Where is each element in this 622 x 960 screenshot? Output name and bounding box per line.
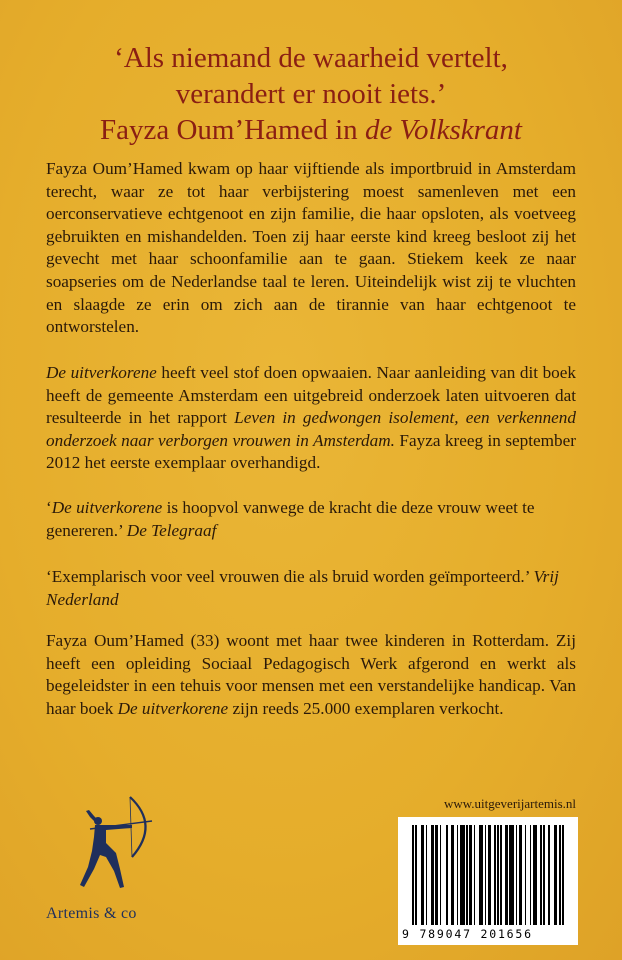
review-telegraaf — [46, 497, 576, 542]
review-text: is hoopvol vanwege de kracht die deze vrouw weet te genereren.’ — [46, 498, 535, 540]
archer-icon — [60, 795, 170, 895]
barcode-bar — [564, 825, 566, 925]
synopsis-paragraph — [46, 158, 576, 339]
isbn-number: 9 789047 201656 — [402, 927, 533, 941]
cover-quote — [0, 40, 622, 148]
review-source: Vrij Nederland — [46, 567, 559, 609]
attribution-author: Fayza Oum’Hamed in — [99, 114, 365, 146]
quote-line-1: ‘Als niemand de waarheid vertelt, — [114, 42, 508, 74]
review-text: ‘Exemplarisch voor veel vrouwen die als bruid worden geïmporteerd.’ — [46, 567, 534, 586]
author-bio — [46, 630, 576, 720]
impact-text-1: heeft veel stof doen opwaaien. Naar aanleiding van dit boek heeft de gemeente Amsterdam een uitgebreid onderzoek laten uitvoeren dat resulteerde in het rapport — [46, 363, 576, 428]
quote-attribution — [0, 112, 622, 148]
bio-text-2: zijn reeds 25.000 exemplaren verkocht. — [228, 698, 504, 718]
synopsis-text: Fayza Oum’Hamed kwam op haar vijftiende als importbruid in Amsterdam terecht, waar ze tot haar verbijstering moest samenleven met een oerconservatieve echtgenoot en zijn familie, die haar opsloten, als voetveeg gebruikten en mishandelden. Toen zij haar eerste kind kreeg besloot zij het gevecht met haar schoonfamilie aan te gaan. Stiekem keek ze naar soapseries om de Nederlandse taal te leren. Uiteindelijk wist zij te vluchten en slaagde ze erin om zich aan de tirannie van haar echtgenoot te ontworstelen. — [46, 159, 576, 337]
bio-text-1: Fayza Oum’Hamed (33) woont met haar twee kinderen in Rotterdam. Zij heeft een opleiding Sociaal Pedagogisch Werk afgerond en werkt als begeleidster in een tehuis voor mensen met een verstandelijke handicap. Van haar boek — [46, 631, 576, 718]
attribution-source: de Volkskrant — [364, 114, 522, 146]
quote-line-2: verandert er nooit iets.’ — [175, 78, 447, 110]
publisher-website: www.uitgeverijartemis.nl — [443, 796, 576, 811]
barcode-bars — [412, 825, 568, 925]
isbn-barcode — [398, 817, 578, 945]
review-source: De Telegraaf — [126, 520, 217, 540]
book-title: De uitverkorene — [46, 363, 157, 382]
impact-text-2: Fayza kreeg in september 2012 het eerste exemplaar overhandigd. — [46, 430, 576, 473]
review-book-title: De uitverkorene — [51, 498, 163, 517]
review-vrij-nederland — [46, 566, 576, 611]
impact-paragraph — [46, 362, 576, 475]
report-title: Leven in gedwongen isolement, een verkennend onderzoek naar verborgen vrouwen in Amsterdam. — [46, 408, 576, 450]
publisher-name: Artemis & co — [46, 905, 137, 922]
bio-book-title: De uitverkorene — [117, 698, 229, 718]
review-open-quote: ‘ — [46, 498, 52, 517]
